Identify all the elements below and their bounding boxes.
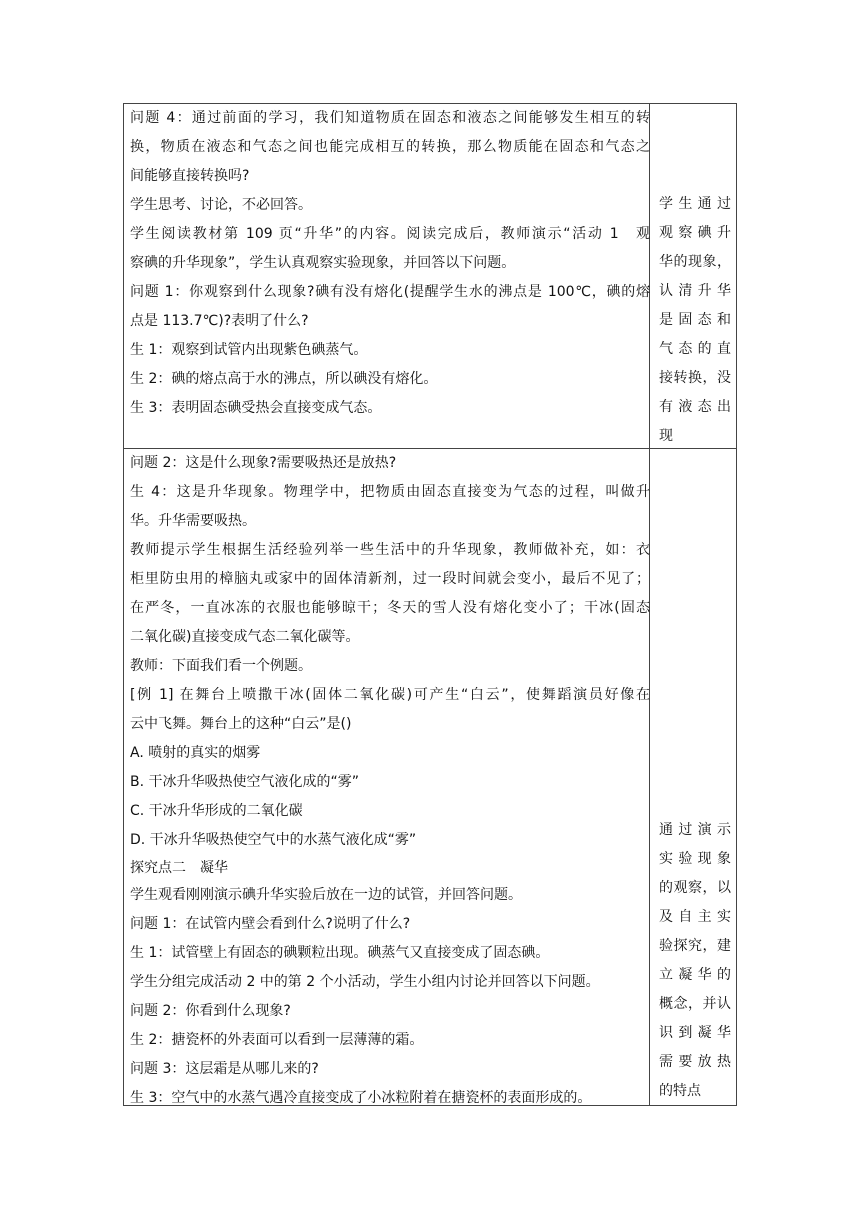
side-text-line: 通过演示 [659, 822, 731, 838]
text-line: 生 2：碘的熔点高于水的沸点，所以碘没有熔化。 [130, 371, 438, 387]
text-line: [例 1] 在舞台上喷撒干冰(固体二氧化碳)可产生“白云”，使舞蹈演员好像在 [130, 687, 650, 703]
side-text-line: 观察碘升 [659, 225, 731, 241]
text-line: 生 1：试管壁上有固态的碘颗粒出现。碘蒸气又直接变成了固态碘。 [130, 945, 550, 961]
section-heading: 探究点二 凝华 [130, 860, 228, 876]
lesson-table [123, 103, 737, 1106]
text-line: 间能够直接转换吗? [130, 168, 250, 184]
text-line: C. 干冰升华形成的二氧化碳 [130, 803, 303, 819]
text-line: 生 2：搪瓷杯的外表面可以看到一层薄薄的霜。 [130, 1032, 424, 1048]
text-line: 华。升华需要吸热。 [130, 513, 256, 529]
side-text-line: 识到凝华 [659, 1025, 731, 1041]
side-text-line: 是固态和 [659, 312, 731, 328]
side-text-line: 学生通过 [659, 196, 731, 212]
row2-side-cell [659, 816, 731, 1106]
side-text-line: 接转换，没 [659, 370, 731, 386]
text-line: 教师提示学生根据生活经验列举一些生活中的升华现象，教师做补充，如：衣 [130, 542, 650, 558]
side-text-line: 现 [659, 428, 673, 444]
side-text-line: 概念，并认 [659, 996, 731, 1012]
side-text-line: 立凝华的 [659, 967, 731, 983]
text-line: 问题 2：这是什么现象?需要吸热还是放热? [130, 455, 397, 471]
text-line: 学生阅读教材第 109 页“升华”的内容。阅读完成后，教师演示“活动 1 观 [130, 226, 650, 242]
text-line: 问题 4：通过前面的学习，我们知道物质在固态和液态之间能够发生相互的转 [130, 110, 650, 126]
text-line: A. 喷射的真实的烟雾 [130, 745, 261, 761]
text-line: 生 1：观察到试管内出现紫色碘蒸气。 [130, 342, 368, 358]
side-text-line: 有液态出 [659, 399, 731, 415]
text-line: 换，物质在液态和气态之间也能完成相互的转换，那么物质能在固态和气态之 [130, 139, 650, 155]
side-text-line: 需要放热 [659, 1054, 731, 1070]
row1-main-cell [130, 104, 650, 423]
side-text-line: 华的现象， [659, 254, 731, 270]
text-line: D. 干冰升华吸热使空气中的水蒸气液化成“雾” [130, 832, 417, 848]
side-text-line: 气态的直 [659, 341, 731, 357]
text-line: 问题 1：你观察到什么现象?碘有没有熔化(提醒学生水的沸点是 100℃，碘的熔 [130, 284, 650, 300]
row1-side-cell [659, 190, 731, 451]
text-line: 在严冬，一直冰冻的衣服也能够晾干；冬天的雪人没有熔化变小了；干冰(固态 [130, 600, 650, 616]
text-line: 学生思考、讨论，不必回答。 [130, 197, 312, 213]
text-line: 察碘的升华现象”，学生认真观察实验现象，并回答以下问题。 [130, 255, 516, 271]
text-line: 学生观看刚刚演示碘升华实验后放在一边的试管，并回答问题。 [130, 887, 522, 903]
text-line: 生 3：表明固态碘受热会直接变成气态。 [130, 400, 382, 416]
side-text-line: 认清升华 [659, 283, 731, 299]
side-text-line: 的观察，以 [659, 880, 731, 896]
text-line: 教师：下面我们看一个例题。 [130, 658, 312, 674]
side-text-line: 实验现象 [659, 851, 731, 867]
text-line: 问题 2：你看到什么现象? [130, 1003, 291, 1019]
text-line: 二氧化碳)直接变成气态二氧化碳等。 [130, 629, 360, 645]
text-line: 云中飞舞。舞台上的这种“白云”是() [130, 716, 352, 732]
side-text-line: 及自主实 [659, 909, 731, 925]
text-line: 点是 113.7℃)?表明了什么? [130, 313, 309, 329]
text-line: 学生分组完成活动 2 中的第 2 个小活动，学生小组内讨论并回答以下问题。 [130, 974, 600, 990]
row2-main-cell [130, 449, 650, 1113]
text-line: 柜里防虫用的樟脑丸或家中的固体清新剂，过一段时间就会变小，最后不见了； [130, 571, 650, 587]
text-line: 问题 3：这层霜是从哪儿来的? [130, 1061, 319, 1077]
text-line: B. 干冰升华吸热使空气液化成的“雾” [130, 774, 360, 790]
text-line: 生 3：空气中的水蒸气遇冷直接变成了小冰粒附着在搪瓷杯的表面形成的。 [130, 1090, 592, 1106]
text-line: 生 4：这是升华现象。物理学中，把物质由固态直接变为气态的过程，叫做升 [130, 484, 650, 500]
side-text-line: 的特点 [659, 1083, 701, 1099]
text-line: 问题 1：在试管内壁会看到什么?说明了什么? [130, 916, 411, 932]
side-text-line: 验探究，建 [659, 938, 731, 954]
